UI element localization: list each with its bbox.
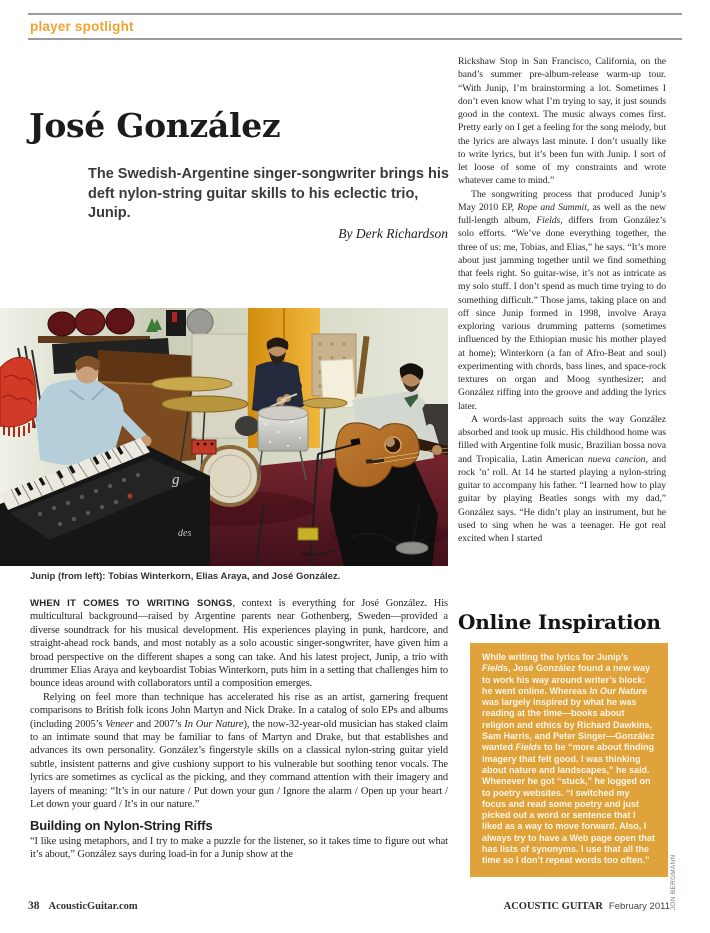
photo-caption: Junip (from left): Tobias Winterkorn, Elias Araya, and José González. (30, 571, 341, 582)
keyboard-logo-text: des (178, 528, 192, 539)
effects-pedal-red (192, 440, 216, 454)
subtitle-line-1: The Swedish-Argentine singer-songwriter brings his (88, 166, 449, 182)
subtitle-line-2: deft nylon-string guitar skills to his eclectic trio, Junip. (88, 185, 419, 221)
synth-logo-text: g (172, 472, 180, 488)
footer-magazine: ACOUSTIC GUITAR (503, 901, 603, 912)
stand-base (396, 542, 428, 554)
left-paragraph-2: Relying on feel more than technique has accelerated his rise as an artist, garnering frequent comparisons to British folk icons John Martyn and Nick Drake. In a catalog of solo EPs and albums (including 2005’s Veneer and 2007’s In Our Nature), the now-32-year-old musician has staked claim to an intimate sound that may be familiar to fans of Martyn and Drake, but that establishes and advances its own personality. González’s fingerstyle skills on a classical nylon-string guitar yield subtle, insistent patterns and give cushiony support to his vulnerable but soothing tenor vocals. The lyrics are sometimes as cyclical as the picking, and they command attention with their imagery and layers of meaning: “It’s in our nature / Put down your gun / Ignore the alarm / Open up your heart / Let down your guard / It’s in our nature.” (30, 691, 448, 811)
footer-right (504, 901, 670, 912)
section-subhead: Building on Nylon-String Riffs (30, 817, 213, 833)
photo-credit: JON BERGMANN (670, 854, 677, 910)
right-paragraph-2: The songwriting process that produced Junip’s May 2010 EP, Rope and Summit, as well as the new full-length album, Fields, differs from González’s solo efforts. “We’ve done everything together, the three of us: me, Tobias, and Elias,” he says. “It’s more about just jamming together until we find something that feels right. So guitar-wise, it’s not as intricate as my solo stuff. I don’t spend as much time trying to do something difficult.” Those jams, taking place on and off since Junip formed in 1998, involve Araya exploring various drumming patterns (sometimes influenced by the Ethiopian music his mother played at home); Winterkorn (a fan of Afro-Beat and soul) experimenting with chords, bass lines, and space-rock textures on organ and Moog synthesizer; and González riffing into the groove and adding the lyrics later. (458, 188, 666, 412)
kicker-label: player spotlight (30, 19, 134, 34)
footer-site: AcousticGuitar.com (48, 901, 138, 912)
sidebar-heading: Online Inspiration (458, 610, 661, 634)
right-column (458, 55, 666, 611)
sidebar-box: While writing the lyrics for Junip’s Fields, José González found a new way to work his way around writer’s block: he went online. Whereas In Our Nature was largely inspired by what he was reading at the time—books about religion and ethics by Richard Dawkins, Sam Harris, and Peter Singer—González wanted Fields to be “more about finding imagery that felt good. I was thinking about nature and landscapes,” he said. Whenever he got “stuck,” he logged on to poetry websites. “I switched my focus and read some poetry and just picked out a word or sentence that I liked as a way to move forward. Also, I always try to have a Web page open that has lists of synonyms. I use that all the time so I don’t repeat words too often.” (470, 643, 668, 877)
left-column (30, 597, 448, 862)
page-number: 38 (28, 900, 40, 912)
left-paragraph-1: WHEN IT COMES TO WRITING SONGS, context is everything for José González. His multicultural background—raised by Argentine parents near Gothenberg, Sweden—provided a diverse soundtrack for his musical development. His experiences playing in punk, hardcore, and straight-ahead rock bands, and most notably as a solo acoustic singer-songwriter, have given him a broad perspective on the different shapes a song can take. And his latest project, Junip, a trio with drummer Elias Araya and keyboardist Tobias Winterkorn, puts him in a setting that challenges him to bounce ideas around with collaborators until a composition emerges. (30, 598, 448, 690)
band-photo-illustration (0, 308, 448, 566)
right-paragraph-1: Rickshaw Stop in San Francisco, California, on the band’s summer pre-album-release warm-up tour. “With Junip, I’m brainstorming a lot. Sometimes I don’t even know what I’m trying to say, it just sounds good in the context. The music always comes first. Pretty early on I get a feeling for the song melody, but the lyrics are always last minute. I don’t usually like to write lyrics, but it’s been fun with Junip. I sort of let loose of some of my constraints and wrote whatever came to mind.” (458, 56, 666, 187)
byline: By Derk Richardson (338, 226, 448, 241)
article-title: José González (29, 106, 281, 145)
left-paragraph-3: “I like using metaphors, and I try to make a puzzle for the listener, so it takes time to figure out what it’s about,” González says during load-in for a Junip show at the (30, 835, 448, 861)
kicker-bar (28, 13, 682, 40)
tuner-pedal (298, 528, 318, 540)
right-paragraph-3: A words-last approach suits the way González absorbed and took up music. His childhood home was filled with Argentine folk music, Brazilian bossa nova and Tropicalia, Latin American nueva cancion, and rock ’n’ roll. At 14 he started playing a nylon-string guitar to accompany his father. “I learned how to play guitar by playing Beatles songs with my dad,” González says. “He didn’t play an instrument, but he used to sing when he was a teenager. He got real excited when I started (458, 413, 666, 544)
footer-issue: February 2011 (608, 901, 670, 912)
article-subtitle (88, 165, 463, 224)
band-photo (0, 308, 448, 566)
footer-left (28, 900, 138, 912)
